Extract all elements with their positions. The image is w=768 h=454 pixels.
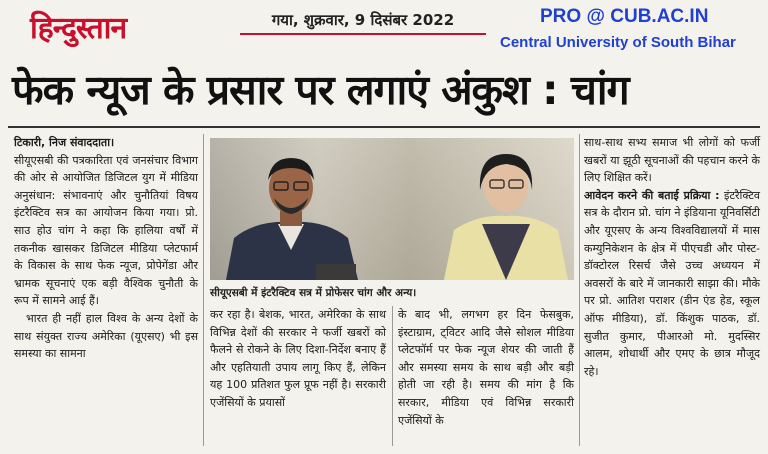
article-paragraph: के बाद भी, लगभग हर दिन फेसबुक, इंस्टाग्राम, ट्विटर आदि जैसे सोशल मीडिया प्लेटफॉर्म पर फेक न्यूज शेयर की जाती हैं और समस्या समय के साथ बड़ी और बड़ी होती जा रही है। समय की मांग है कि सरकार, मीडिया एवं विभिन्न सरकारी एजेंसियों के [398,308,574,427]
masthead [0,0,768,56]
article-subhead: आवेदन करने की बताई प्रक्रिया : [584,188,720,202]
article-column-4 [584,134,760,380]
column-divider [392,306,393,446]
column-divider [203,134,204,446]
headline: फेक न्यूज के प्रसार पर लगाएं अंकुश : चांग [12,66,629,114]
article-paragraph: इंटरैक्टिव सत्र के दौरान प्रो. चांग ने इंडियाना यूनिवर्सिटी और यूएसए के अन्य विश्वविद्यालयों में मास कम्युनिकेशन के क्षेत्र में पीएचडी और पोस्ट-डॉक्टोरल रिसर्च जैसे उच्च अध्ययन में अवसरों के बारे में जानकारी साझा की। मौके पर प्रो. आतिश पराशर (डीन एंड हेड, स्कूल ऑफ मीडिया), डॉ. किंशुक पाठक, डॉ. सुजीत कुमार, पीआरओ मो. मुदस्सिर आलम, शोधार्थी और एमए के छात्र मौजूद रहे। [584,188,760,378]
news-photo [210,138,574,280]
university-name: Central University of South Bihar [500,34,736,51]
man-figure [216,146,366,280]
article-column-1 [14,134,198,363]
article-paragraph: भारत ही नहीं हाल विश्व के अन्य देशों के साथ संयुक्त राज्य अमेरिका (यूएसए) भी इस समस्या का सामना [14,311,198,361]
article-dateline: टिकारी, निज संवाददाता। [14,136,115,149]
article-paragraph: साथ-साथ सभ्य समाज भी लोगों को फर्जी खबरों या झूठी सूचनाओं की पहचान करने के लिए शिक्षित करें। [584,136,760,185]
article-column-2 [210,306,386,412]
column-divider [579,134,580,446]
article-paragraph: सीयूएसबी की पत्रकारिता एवं जनसंचार विभाग की ओर से आयोजित डिजिटल युग में मीडिया अनुसंधान: संभावनाएं और चुनौतियां विषय इंटरैक्टिव सत्र का आयोजन किया गया। प्रो. साउ होउ चांग ने कहा कि हालिया वर्षों में तकनीक खासकर डिजिटल मीडिया प्लेटफार्म के विकास के साथ फेक न्यूज, प्रोपेगेंडा और भ्रामक सूचनाएं एक बड़ी वैश्विक चुनौती के रूप में सामने आई हैं। [14,153,198,308]
photo-caption: सीयूएसबी में इंटरैक्टिव सत्र में प्रोफेसर चांग और अन्य। [210,287,417,299]
article-paragraph: कर रहा है। बेशक, भारत, अमेरिका के साथ विभिन्न देशों की सरकार ने फर्जी खबरों को फैलने से रोकने के लिए दिशा-निर्देश बनाए हैं और एहतियाती उपाय लागू किए हैं, लेकिन यह 100 प्रतिशत फुल प्रूफ नहीं है। सरकारी एजेंसियों के प्रयासों [210,308,386,409]
pro-email: PRO @ CUB.AC.IN [540,6,709,27]
newspaper-logo: हिन्दुस्तान [30,11,127,46]
headline-rule [8,126,760,128]
woman-figure [438,144,574,280]
edition-dateline: गया, शुक्रवार, 9 दिसंबर 2022 [240,10,486,35]
article-column-3 [398,306,574,429]
